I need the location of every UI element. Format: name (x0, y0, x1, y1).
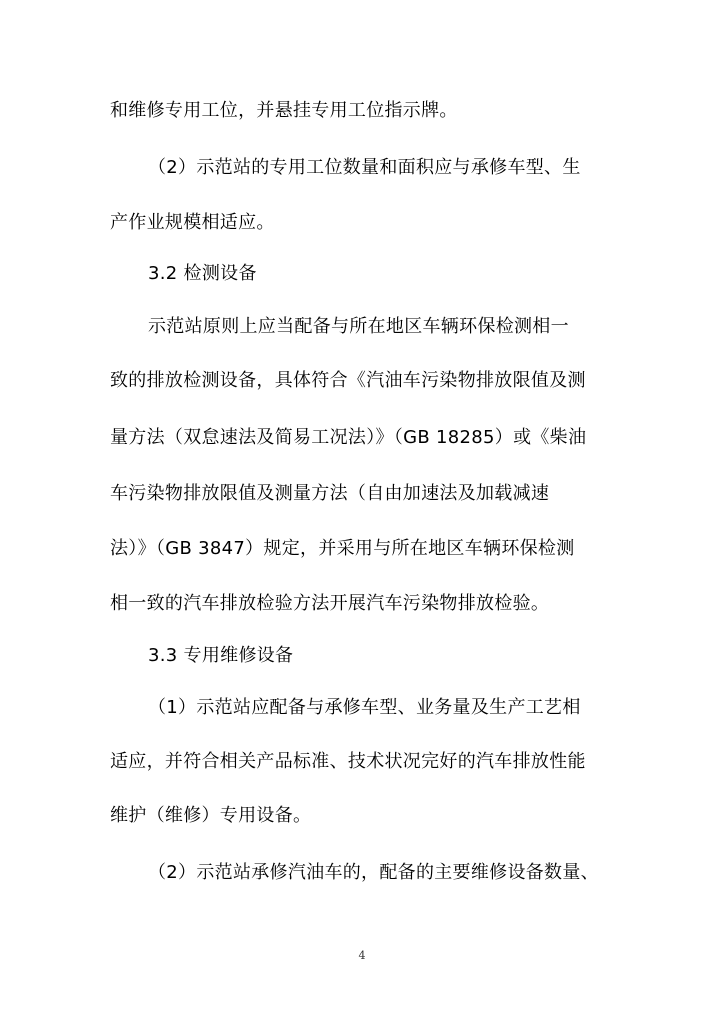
text-line: 相一致的汽车排放检验方法开展汽车污染物排放检验。 (110, 593, 550, 614)
text-line: （2）示范站的专用工位数量和面积应与承修车型、生 (148, 157, 581, 178)
text-line: 和维修专用工位，并悬挂专用工位指示牌。 (110, 100, 458, 121)
section-heading: 3.3 专用维修设备 (148, 645, 294, 666)
text-line: 维护（维修）专用设备。 (110, 805, 312, 826)
text-line: 量方法（双怠速法及简易工况法）》（GB 18285）或《柴油 (110, 427, 587, 448)
text-line: 致的排放检测设备，具体符合《汽油车污染物排放限值及测 (110, 370, 586, 391)
text-line: 适应，并符合相关产品标准、技术状况完好的汽车排放性能 (110, 751, 586, 772)
text-line: （2）示范站承修汽油车的，配备的主要维修设备数量、 (148, 862, 599, 883)
text-line: 产作业规模相适应。 (110, 212, 275, 233)
text-line: 示范站原则上应当配备与所在地区车辆环保检测相一 (148, 316, 569, 337)
text-line: 法）》（GB 3847）规定，并采用与所在地区车辆环保检测 (110, 538, 575, 559)
text-line: （1）示范站应配备与承修车型、业务量及生产工艺相 (148, 697, 581, 718)
section-heading: 3.2 检测设备 (148, 263, 257, 284)
text-line: 车污染物排放限值及测量方法（自由加速法及加载减速 (110, 483, 550, 504)
page-number: 4 (358, 949, 366, 962)
